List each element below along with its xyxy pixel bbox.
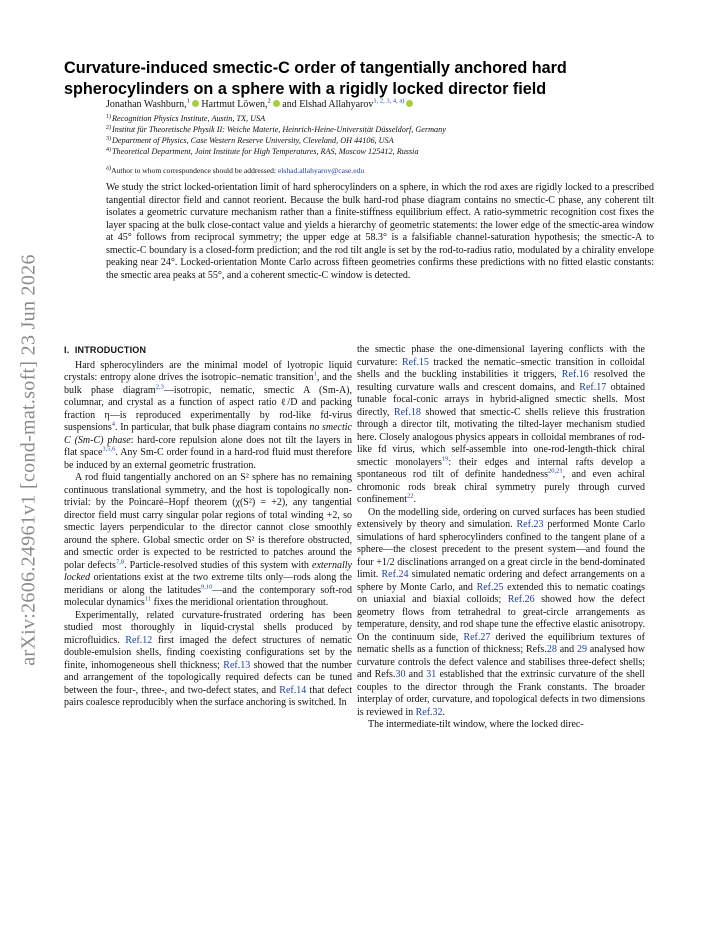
correspondence-label: Author to whom correspondence should be addressed: — [111, 166, 276, 175]
text-run: Hard spherocylinders are the minimal model of lyotropic liquid crystals: entropy alone drives the isotropic–nematic transition — [64, 359, 352, 383]
citation-link[interactable]: Ref.16 — [561, 369, 589, 380]
citation-link[interactable]: 7,8 — [115, 558, 125, 566]
text-run: showed that the number and arrangement of the topologically required defects can be tuned between the four-, three-, and two-defect states, and — [64, 659, 353, 696]
text-run: The intermediate-tilt window, where the locked direc- — [368, 719, 584, 730]
citation-link[interactable]: 19 — [441, 455, 449, 463]
text-run: tracked the nematic–smectic transition in colloidal shells and the buckling instabilities it triggers, — [357, 356, 645, 380]
paper-title: Curvature-induced smectic-C order of tangentially anchored hard spherocylinders on a sphere with a rigidly locked director field — [64, 59, 567, 98]
correspondence-note — [106, 166, 364, 175]
text-run: extended this to nematic coatings on uniaxial and biaxial colloids; — [357, 581, 645, 605]
paragraph — [357, 507, 645, 720]
text-run: simulated nematic ordering and defect arrangements on a sphere by Monte Carlo, and — [357, 569, 645, 593]
section-number: I. — [64, 345, 70, 355]
text-run: . — [442, 706, 446, 718]
text-run: showed that smectic-C shells relieve this frustration through a director tilt, motivating the tilted-layer mechanism studied here. Closely analogous physics appears in colloidal membranes of rod-like fd virus, which self-assemble into one-rod-length-thick chiral smectic monolayers — [357, 406, 645, 468]
citation-link[interactable]: 20,21 — [548, 467, 563, 475]
orcid-icon[interactable] — [192, 100, 199, 107]
citation-link[interactable]: Ref.18 — [393, 406, 421, 418]
citation-link[interactable]: 28 — [546, 644, 557, 655]
text-run: the smectic phase the one-dimensional layering conflicts with the curvature: — [357, 344, 645, 368]
arxiv-stamp — [8, 250, 50, 670]
citation-link[interactable]: Ref.15 — [401, 356, 429, 368]
affiliation-number: 1) — [106, 114, 111, 120]
citation-link[interactable]: Ref.13 — [223, 659, 251, 671]
affiliation-number: 4) — [106, 147, 111, 153]
text-run: that defect pairs coalesce reproducibly when the surface anchoring is switched. In — [64, 684, 352, 708]
citation-link[interactable]: 3,5,6 — [102, 445, 116, 453]
text-run: A rod fluid tangentially anchored on an S² sphere has no remaining continuous translational symmetry, and the host is topologically non-trivial: by the Poincaré–Hopf theorem (χ(S²) = +2), any tangential director field must carry singular polar regions of total winding +2, so smectic layers perpendicular to the director cannot close smoothly around the sphere. Global smectic order on S² is therefore obstructed, and smectic order is expected to be restricted to patches around the polar defects — [64, 472, 352, 571]
correspondence-mark: a) — [106, 164, 112, 172]
paragraph — [64, 610, 352, 710]
citation-link[interactable]: Ref.32 — [415, 706, 443, 718]
affiliation-number: 2) — [106, 125, 111, 131]
citation-link[interactable]: 31 — [426, 669, 437, 680]
citation-link[interactable]: Ref.17 — [579, 381, 607, 393]
citation-link[interactable]: Ref.24 — [381, 569, 409, 580]
paragraph — [64, 360, 352, 473]
orcid-icon[interactable] — [273, 100, 280, 107]
citation-link[interactable]: 4 — [111, 420, 116, 428]
text-run: —and the contemporary soft-rod molecular dynamics — [64, 584, 352, 608]
text-run: : their edges and internal rafts develop a spontaneous rod tilt of definite handedness — [357, 456, 646, 480]
orcid-icon[interactable] — [406, 100, 413, 107]
emphasis-text: no smectic C (Sm-C) phase — [64, 422, 352, 446]
left-column — [64, 344, 352, 710]
arxiv-stamp-text: arXiv:2606.24961v1 [cond-mat.soft] 23 Jun 2026 — [17, 254, 40, 666]
citation-link[interactable]: 29 — [577, 644, 588, 655]
text-run: Experimentally, related curvature-frustrated ordering has been studied most thoroughly in liquid-crystal shells produced by microfluidics. — [64, 609, 352, 646]
abstract: We study the strict locked-orientation limit of hard spherocylinders on a sphere, in which the rod axes are rigidly locked to a prescribed tangential director field and cannot reorient. Because the bulk hard-rod phase diagram contains no smectic-C phase, any coherent tilt isolates a geometric curvature mechanism rather than a finite-stiffness equilibrium effect. A ratio-symmetric recognition cost fixes the layer spacing at the bulk close-contact value and yields a hierarchy of geometric statements: the lower edge of the smectic-area window at 45° follows from reciprocal symmetry; the upper edge at 58.3° is a falsifiable channel-saturation hypothesis; the smectic-A to smectic-C boundary is a closed-form prediction; and the rod tilt angle is set by the rod-to-radius ratio, modulated by a chirality envelope peaking near 24°. Locked-orientation Monte Carlo across fifteen geometries confirms these predictions with no fitted elastic constants: the smectic area peaks at 55°, and a coherent smectic-C window is detected. — [106, 182, 654, 281]
citation-link[interactable]: Ref.12 — [125, 634, 153, 646]
author-name: Jonathan Washburn, — [106, 99, 187, 110]
text-run: . Particle-resolved studies of this system with — [124, 559, 313, 571]
affiliation-text: Recognition Physics Institute, Austin, TX, USA — [112, 114, 266, 123]
email-link[interactable]: elshad.allahyarov@case.edu — [277, 166, 365, 175]
citation-link[interactable]: 2,3 — [155, 383, 164, 391]
author-affil-mark: 1 — [186, 97, 190, 105]
text-run: first imaged the defect structures of nematic double-emulsion shells, finding coexisting configurations set by the finite, inhomogeneous shell thickness; — [64, 634, 352, 671]
text-run: On the modelling side, ordering on curved surfaces has been studied extensively by theory and simulation. — [357, 506, 645, 530]
text-run: showed how the defect geometry flows from tetrahedral to great-circle arrangements as temperature, density, and rod shape tune the effective elastic anisotropy. On the continuum side, — [357, 594, 645, 643]
citation-link[interactable]: 9,10 — [201, 583, 213, 591]
text-run: and — [556, 644, 578, 655]
text-run: . Any Sm-C order found in a hard-rod fluid must therefore be induced by an external geometric frustration. — [64, 447, 352, 471]
text-run: —isotropic, nematic, smectic A (Sm-A), columnar, and crystal as a function of aspect ratio ℓ/D and packing fraction η—is reproduced experimentally by rod-like fd-virus suspensions — [64, 384, 353, 433]
author-name: and Elshad Allahyarov — [282, 99, 374, 110]
text-run: orientations exist at the two extreme tilts only—rods along the meridians or along the latitudes — [64, 572, 352, 596]
emphasis-text: externally locked — [64, 559, 352, 583]
text-run: and — [405, 669, 427, 680]
text-run: performed Monte Carlo simulations of hard spherocylinders confined to the tangent plane of a sphere—the closest precedent to the present system—and found the four +1/2 disclinations arranged on a great circle in the bend-dominated limit. — [357, 519, 645, 580]
citation-link[interactable]: Ref.25 — [476, 581, 504, 593]
text-run: , and even achiral chromonic rods break chiral symmetry purely through curved confinement — [357, 469, 645, 505]
affiliation — [106, 145, 686, 158]
right-column — [357, 344, 645, 732]
citation-link[interactable]: 22 — [406, 492, 414, 500]
citation-link[interactable]: 11 — [144, 595, 152, 603]
section-heading — [64, 344, 352, 357]
author-list — [106, 99, 666, 111]
text-run: , and the bulk phase diagram — [64, 372, 352, 396]
text-run: . In particular, that bulk phase diagram contains — [115, 422, 310, 433]
paragraph — [357, 719, 645, 732]
citation-link[interactable]: Ref.14 — [279, 684, 307, 696]
citation-link[interactable]: Ref.26 — [507, 594, 535, 605]
author-affil-mark: 1, 2, 3, 4, a) — [373, 97, 405, 105]
text-run: resolved the resulting curvature walls and crescent domains, and — [357, 369, 646, 393]
text-run: obtained tunable focal-conic arrays in hybrid-aligned smectic shells. Most directly, — [357, 381, 646, 418]
text-run: derived the equilibrium textures of nematic shells as a function of thickness; Refs. — [357, 631, 645, 655]
text-run: analysed how curvature controls the defect valence and stabilises three-defect shells; and Refs. — [357, 644, 645, 680]
author-name: Hartmut Löwen, — [201, 99, 268, 110]
citation-link[interactable]: 30 — [395, 669, 406, 680]
paragraph — [64, 472, 352, 610]
section-title: INTRODUCTION — [74, 345, 147, 355]
citation-link[interactable]: Ref.27 — [463, 631, 491, 643]
citation-link[interactable]: 1 — [313, 370, 317, 378]
paragraph — [357, 344, 645, 507]
citation-link[interactable]: Ref.23 — [516, 519, 544, 530]
text-run: . — [413, 494, 416, 505]
affiliation-text: Theoretical Department, Joint Institute for High Temperatures, RAS, Moscow 125412, Russia — [112, 147, 419, 156]
text-run: fixes the meridional orientation throughout. — [151, 597, 329, 608]
text-run: : hard-core repulsion alone does not tilt the layers in flat space — [64, 434, 352, 458]
affiliation-text: Department of Physics, Case Western Reserve University, Cleveland, OH 44106, USA — [112, 136, 394, 145]
author-affil-mark: 2 — [267, 97, 271, 105]
text-run: established that the extrinsic curvature of the shell couples to the director through the Frank constants. The broader interplay of order, curvature, and topological defects in two dimensions is reviewed in — [357, 669, 645, 718]
affiliation-text: Institut für Theoretische Physik II: Weiche Materie, Heinrich-Heine-Universität Düsseldorf, Germany — [112, 125, 446, 134]
affiliation-number: 3) — [106, 136, 111, 142]
